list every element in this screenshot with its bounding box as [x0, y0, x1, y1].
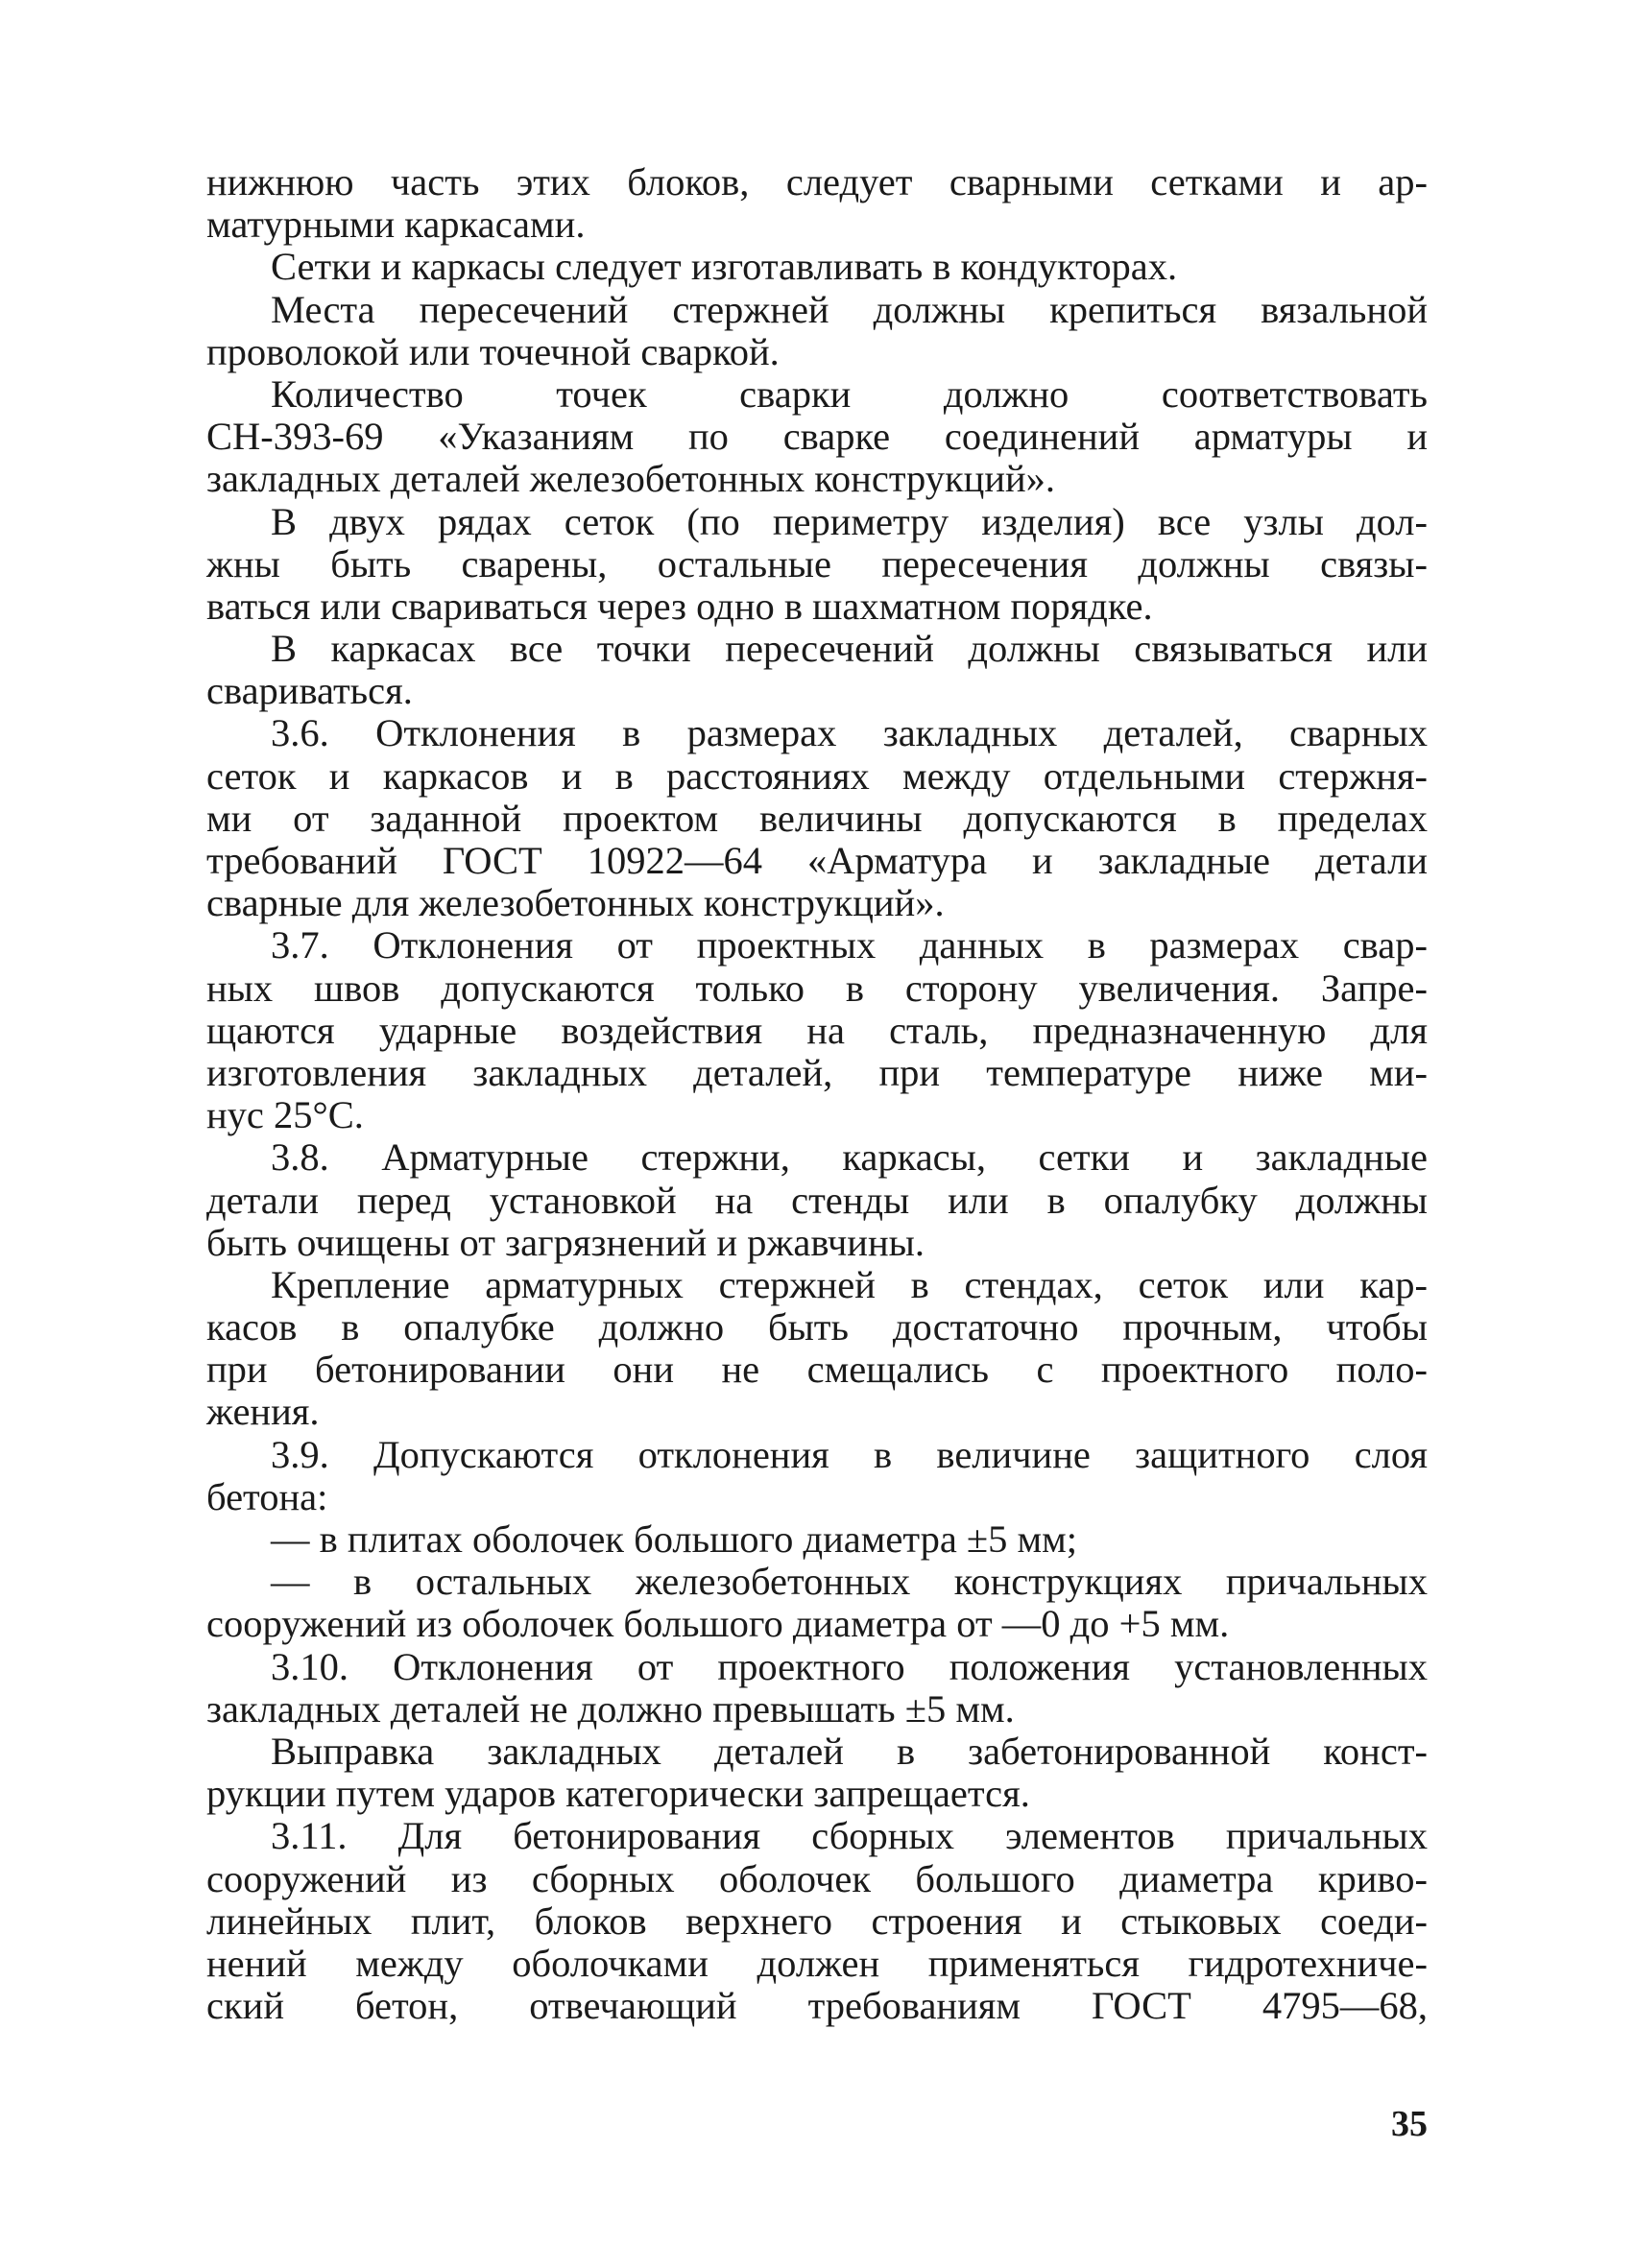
text-line: Места пересечений стержней должны крепиться вязальной — [271, 287, 1428, 331]
text-line: рукции путем ударов категорически запрещается. — [206, 1772, 1030, 1816]
text-line: свариваться. — [206, 669, 413, 713]
text-line: нус 25°С. — [206, 1093, 364, 1137]
text-line: требований ГОСТ 10922—64 «Арматура и закладные детали — [206, 839, 1428, 882]
text-line: матурными каркасами. — [206, 203, 586, 247]
text-line: 3.9. Допускаются отклонения в величине защитного слоя — [271, 1432, 1428, 1476]
text-line: ский бетон, отвечающий требованиям ГОСТ 4795—68, — [206, 1984, 1428, 2028]
text-line: Количество точек сварки должно соответствовать — [271, 371, 1428, 416]
text-line: нений между оболочками должен применяться гидротехниче- — [206, 1941, 1428, 1985]
text-line: 3.11. Для бетонирования сборных элементов причальных — [271, 1814, 1428, 1858]
text-line: при бетонировании они не смещались с проектного поло- — [206, 1348, 1428, 1392]
text-line: сооружений из оболочек большого диаметра от —0 до +5 мм. — [206, 1602, 1230, 1646]
text-line: сеток и каркасов и в расстояниях между отдельными стержня- — [206, 753, 1428, 798]
text-line: нижнюю часть этих блоков, следует сварными сетками и ар- — [206, 160, 1428, 203]
text-line: ных швов допускаются только в сторону увеличения. Запре- — [206, 966, 1428, 1010]
text-line: быть очищены от загрязнений и ржавчины. — [206, 1220, 925, 1264]
text-line: 3.7. Отклонения от проектных данных в размерах свар- — [271, 923, 1428, 967]
text-line: — в плитах оболочек большого диаметра ±5 мм; — [271, 1517, 1078, 1561]
text-line: жения. — [206, 1390, 320, 1434]
text-line: ваться или свариваться через одно в шахматном порядке. — [206, 584, 1153, 628]
text-line: Сетки и каркасы следует изготавливать в кондукторах. — [271, 245, 1178, 289]
text-line: изготовления закладных деталей, при температуре ниже ми- — [206, 1050, 1428, 1094]
text-line: ми от заданной проектом величины допускаются в пределах — [206, 796, 1428, 840]
text-line: 3.6. Отклонения в размерах закладных деталей, сварных — [271, 711, 1428, 755]
text-line: В каркасах все точки пересечений должны связываться или — [271, 627, 1428, 671]
text-line: касов в опалубке должно быть достаточно прочным, чтобы — [206, 1305, 1428, 1349]
text-line: жны быть сварены, остальные пересечения должны связы- — [206, 541, 1428, 585]
text-line: В двух рядах сеток (по периметру изделия) все узлы дол- — [271, 499, 1428, 543]
text-line: сварные для железобетонных конструкций». — [206, 881, 945, 925]
text-line: бетона: — [206, 1474, 328, 1518]
text-line: проволокой или точечной сваркой. — [206, 329, 780, 373]
text-line: линейных плит, блоков верхнего строения и стыковых соеди- — [206, 1898, 1428, 1943]
text-line: детали перед установкой на стенды или в опалубку должны — [206, 1178, 1428, 1222]
text-line: сооружений из сборных оболочек большого диаметра криво- — [206, 1856, 1428, 1900]
text-line: 3.8. Арматурные стержни, каркасы, сетки и закладные — [271, 1135, 1428, 1180]
text-line: 3.10. Отклонения от проектного положения установленных — [271, 1644, 1428, 1688]
page-number: 35 — [1391, 2104, 1428, 2144]
text-line: СН-393-69 «Указаниям по сварке соединений арматуры и — [206, 415, 1428, 459]
body-text — [206, 161, 1428, 2027]
text-line: Выправка закладных деталей в забетонированной конст- — [271, 1729, 1428, 1773]
text-line: закладных деталей не должно превышать ±5 мм. — [206, 1686, 1015, 1731]
text-line: закладных деталей железобетонных конструкций». — [206, 457, 1056, 501]
text-line: — в остальных железобетонных конструкциях причальных — [271, 1560, 1428, 1604]
text-line: щаются ударные воздействия на сталь, предназначенную для — [206, 1008, 1428, 1052]
text-line: Крепление арматурных стержней в стендах, сеток или кар- — [271, 1262, 1428, 1306]
